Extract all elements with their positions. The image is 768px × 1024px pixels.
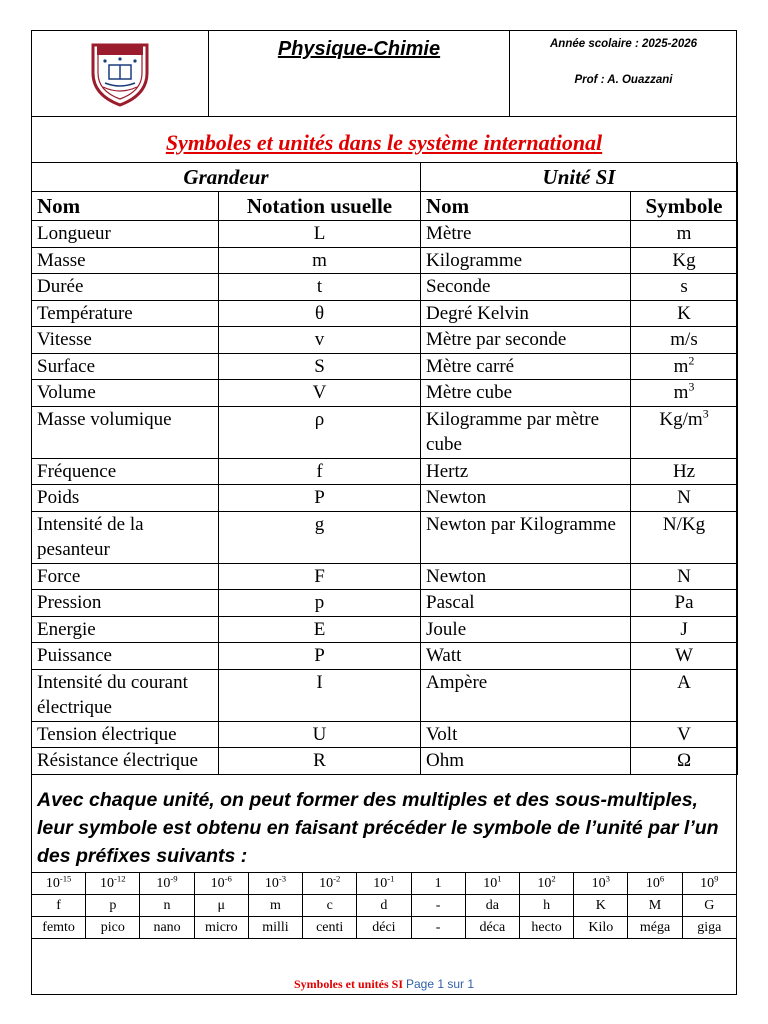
prefix-power-exponent: 9 bbox=[714, 872, 719, 883]
prefix-power-base: 10 bbox=[373, 875, 388, 891]
teacher-name: Prof : A. Ouazzani bbox=[574, 74, 673, 86]
prefix-power bbox=[303, 873, 357, 895]
prefix-power-exponent: -2 bbox=[333, 872, 341, 883]
prefix-power bbox=[682, 873, 736, 895]
prefix-name-row bbox=[32, 917, 737, 939]
page-footer bbox=[31, 977, 737, 992]
col-nom-unite: Nom bbox=[421, 192, 631, 221]
prefix-power bbox=[465, 873, 519, 895]
quantity-name: Durée bbox=[32, 274, 219, 301]
quantity-notation: U bbox=[219, 721, 421, 748]
quantity-notation: ρ bbox=[219, 406, 421, 458]
unit-symbol bbox=[631, 485, 738, 512]
prefix-power-base: 10 bbox=[100, 875, 115, 891]
unit-symbol bbox=[631, 274, 738, 301]
unit-symbol bbox=[631, 221, 738, 248]
group-header-row bbox=[32, 163, 738, 192]
quantity-notation: I bbox=[219, 669, 421, 721]
unit-symbol-text: Ω bbox=[676, 750, 692, 771]
prefix-name: micro bbox=[194, 917, 248, 939]
prefix-power bbox=[32, 873, 86, 895]
prefix-symbol: m bbox=[248, 895, 302, 917]
quantity-name: Vitesse bbox=[32, 327, 219, 354]
prefix-name: centi bbox=[303, 917, 357, 939]
unit-name: Newton par Kilogramme bbox=[421, 511, 631, 563]
quantity-name: Surface bbox=[32, 353, 219, 380]
prefix-symbol-row bbox=[32, 895, 737, 917]
table-row bbox=[32, 643, 738, 670]
unit-symbol bbox=[631, 406, 738, 458]
quantity-name: Longueur bbox=[32, 221, 219, 248]
col-symbole: Symbole bbox=[631, 192, 738, 221]
quantity-name: Résistance électrique bbox=[32, 748, 219, 775]
unit-symbol bbox=[631, 353, 738, 380]
quantity-name: Energie bbox=[32, 616, 219, 643]
table-row bbox=[32, 485, 738, 512]
unit-symbol bbox=[631, 327, 738, 354]
quantity-notation: F bbox=[219, 563, 421, 590]
table-row bbox=[32, 353, 738, 380]
table-row bbox=[32, 616, 738, 643]
unit-name: Kilogramme bbox=[421, 247, 631, 274]
quantity-notation: g bbox=[219, 511, 421, 563]
prefix-table bbox=[31, 872, 737, 939]
prefix-name: déca bbox=[465, 917, 519, 939]
prefix-name: déci bbox=[357, 917, 411, 939]
prefix-power-row bbox=[32, 873, 737, 895]
unit-name: Ohm bbox=[421, 748, 631, 775]
prefix-power-base: 10 bbox=[264, 875, 279, 891]
prefix-power-exponent: -15 bbox=[59, 872, 72, 883]
unit-symbol-text: m/s bbox=[670, 329, 698, 350]
unit-symbol-text: Pa bbox=[674, 592, 694, 613]
unit-exponent: 3 bbox=[688, 380, 695, 394]
table-row bbox=[32, 300, 738, 327]
prefix-symbol: p bbox=[86, 895, 140, 917]
unit-symbol-text: m bbox=[673, 382, 689, 403]
unit-symbol-text: K bbox=[677, 302, 691, 324]
unit-symbol-text: N/Kg bbox=[662, 513, 706, 535]
prefix-power-exponent: -1 bbox=[387, 872, 395, 883]
unit-name: Newton bbox=[421, 485, 631, 512]
unit-name: Hertz bbox=[421, 458, 631, 485]
prefix-power-base: 10 bbox=[156, 875, 171, 891]
unit-name: Joule bbox=[421, 616, 631, 643]
unit-name: Mètre cube bbox=[421, 380, 631, 407]
prefix-power-base: 10 bbox=[700, 875, 715, 891]
prefix-power-exponent: 2 bbox=[551, 872, 556, 883]
unit-name: Volt bbox=[421, 721, 631, 748]
prefix-power-exponent: -6 bbox=[224, 872, 232, 883]
quantity-name: Intensité de la pesanteur bbox=[32, 511, 219, 563]
group-grandeur: Grandeur bbox=[32, 163, 421, 192]
quantity-name: Force bbox=[32, 563, 219, 590]
unit-symbol-text: m bbox=[676, 223, 692, 244]
prefix-power-exponent: -12 bbox=[114, 872, 126, 883]
quantity-name: Tension électrique bbox=[32, 721, 219, 748]
quantity-name: Température bbox=[32, 300, 219, 327]
unit-symbol-text: m bbox=[673, 355, 689, 377]
table-row bbox=[32, 247, 738, 274]
prefix-symbol: μ bbox=[194, 895, 248, 917]
prefix-symbol: n bbox=[140, 895, 194, 917]
unit-symbol-text: Hz bbox=[672, 460, 696, 482]
unit-symbol-text: s bbox=[680, 276, 688, 297]
quantity-notation: P bbox=[219, 643, 421, 670]
prefix-name: giga bbox=[682, 917, 736, 939]
prefix-power-base: 10 bbox=[319, 875, 334, 891]
subject-title: Physique-Chimie bbox=[277, 38, 441, 60]
quantity-name: Puissance bbox=[32, 643, 219, 670]
quantity-notation: L bbox=[219, 221, 421, 248]
unit-symbol-text: Kg/m bbox=[659, 408, 703, 430]
unit-name: Watt bbox=[421, 643, 631, 670]
unit-symbol-text: V bbox=[677, 723, 691, 745]
quantity-name: Fréquence bbox=[32, 458, 219, 485]
prefix-power bbox=[519, 873, 573, 895]
prefix-name: milli bbox=[248, 917, 302, 939]
quantity-notation: E bbox=[219, 616, 421, 643]
prefix-name: Kilo bbox=[574, 917, 628, 939]
prefix-symbol: M bbox=[628, 895, 682, 917]
prefix-power-base: 1 bbox=[434, 875, 442, 891]
unit-symbol bbox=[631, 458, 738, 485]
unit-symbol bbox=[631, 247, 738, 274]
header bbox=[31, 30, 737, 117]
unit-name: Degré Kelvin bbox=[421, 300, 631, 327]
unit-symbol bbox=[631, 643, 738, 670]
school-logo bbox=[31, 30, 209, 116]
prefix-symbol: d bbox=[357, 895, 411, 917]
table-row bbox=[32, 274, 738, 301]
units-table bbox=[31, 162, 738, 775]
prefix-symbol: G bbox=[682, 895, 736, 917]
unit-symbol-text: Kg bbox=[672, 249, 696, 271]
school-year: Année scolaire : 2025-2026 bbox=[549, 38, 698, 50]
quantity-notation: R bbox=[219, 748, 421, 775]
prefix-power bbox=[411, 873, 465, 895]
unit-symbol bbox=[631, 563, 738, 590]
column-header-row bbox=[32, 192, 738, 221]
prefix-power-exponent: 1 bbox=[497, 872, 502, 883]
unit-name: Pascal bbox=[421, 590, 631, 617]
prefix-power bbox=[357, 873, 411, 895]
col-nom: Nom bbox=[32, 192, 219, 221]
unit-name: Kilogramme par mètre cube bbox=[421, 406, 631, 458]
footer-title: Symboles et unités SI bbox=[293, 977, 403, 991]
table-row bbox=[32, 406, 738, 458]
unit-name: Mètre par seconde bbox=[421, 327, 631, 354]
prefix-symbol: K bbox=[574, 895, 628, 917]
unit-exponent: 2 bbox=[688, 354, 695, 368]
prefix-power-exponent: 6 bbox=[659, 872, 665, 883]
prefix-symbol: h bbox=[519, 895, 573, 917]
prefix-power-base: 10 bbox=[210, 875, 225, 891]
unit-symbol bbox=[631, 380, 738, 407]
prefix-power-base: 10 bbox=[537, 875, 552, 891]
table-row bbox=[32, 748, 738, 775]
quantity-name: Poids bbox=[32, 485, 219, 512]
page-title: Symboles et unités dans le système international bbox=[165, 130, 603, 155]
col-notation: Notation usuelle bbox=[219, 192, 421, 221]
table-row bbox=[32, 458, 738, 485]
prefix-power-exponent: 3 bbox=[605, 872, 610, 883]
prefix-name: - bbox=[411, 917, 465, 939]
unit-symbol bbox=[631, 300, 738, 327]
unit-symbol bbox=[631, 669, 738, 721]
unit-symbol bbox=[631, 748, 738, 775]
quantity-notation: t bbox=[219, 274, 421, 301]
prefix-name: hecto bbox=[519, 917, 573, 939]
unit-symbol-text: N bbox=[677, 487, 691, 508]
prefix-symbol: da bbox=[465, 895, 519, 917]
prefix-name: méga bbox=[628, 917, 682, 939]
table-row bbox=[32, 221, 738, 248]
quantity-notation: f bbox=[219, 458, 421, 485]
unit-name: Mètre carré bbox=[421, 353, 631, 380]
unit-symbol bbox=[631, 511, 738, 563]
unit-symbol-text: W bbox=[675, 645, 693, 666]
group-unite-si: Unité SI bbox=[421, 163, 738, 192]
prefix-name: nano bbox=[140, 917, 194, 939]
table-row bbox=[32, 327, 738, 354]
unit-symbol bbox=[631, 721, 738, 748]
prefix-power bbox=[628, 873, 682, 895]
unit-symbol bbox=[631, 616, 738, 643]
table-row bbox=[32, 590, 738, 617]
table-row bbox=[32, 563, 738, 590]
unit-symbol-text: J bbox=[680, 618, 688, 640]
prefix-power bbox=[194, 873, 248, 895]
quantity-notation: V bbox=[219, 380, 421, 407]
table-row bbox=[32, 511, 738, 563]
quantity-name: Masse volumique bbox=[32, 406, 219, 458]
prefix-power-base: 10 bbox=[483, 875, 498, 891]
prefix-power-base: 10 bbox=[45, 875, 60, 891]
quantity-name: Pression bbox=[32, 590, 219, 617]
prefix-power bbox=[140, 873, 194, 895]
quantity-notation: S bbox=[219, 353, 421, 380]
table-row bbox=[32, 380, 738, 407]
footer-page: Page 1 sur 1 bbox=[405, 977, 475, 991]
quantity-name: Intensité du courant électrique bbox=[32, 669, 219, 721]
unit-symbol-text: N bbox=[677, 565, 691, 587]
quantity-name: Volume bbox=[32, 380, 219, 407]
unit-symbol bbox=[631, 590, 738, 617]
unit-symbol-text: A bbox=[677, 671, 691, 693]
prefix-power-base: 10 bbox=[591, 875, 606, 891]
unit-name: Ampère bbox=[421, 669, 631, 721]
prefix-name: pico bbox=[86, 917, 140, 939]
prefix-power bbox=[248, 873, 302, 895]
prefix-note: Avec chaque unité, on peut former des multiples et des sous-multiples, leur symbole est obtenu en faisant précéder le symbole de l’unité par l’un des préfixes suivants : bbox=[37, 789, 719, 867]
prefix-name: femto bbox=[32, 917, 86, 939]
quantity-name: Masse bbox=[32, 247, 219, 274]
quantity-notation: m bbox=[219, 247, 421, 274]
quantity-notation: v bbox=[219, 327, 421, 354]
unit-name: Seconde bbox=[421, 274, 631, 301]
prefix-power-exponent: -3 bbox=[278, 872, 287, 883]
prefix-power-exponent: -9 bbox=[170, 872, 178, 883]
unit-name: Newton bbox=[421, 563, 631, 590]
info-cell bbox=[510, 30, 737, 116]
quantity-notation: θ bbox=[219, 300, 421, 327]
table-row bbox=[32, 669, 738, 721]
prefix-symbol: - bbox=[411, 895, 465, 917]
table-row bbox=[32, 721, 738, 748]
prefix-power bbox=[86, 873, 140, 895]
prefix-symbol: f bbox=[32, 895, 86, 917]
quantity-notation: P bbox=[219, 485, 421, 512]
unit-name: Mètre bbox=[421, 221, 631, 248]
quantity-notation: p bbox=[219, 590, 421, 617]
prefix-power-base: 10 bbox=[645, 875, 660, 891]
unit-exponent: 3 bbox=[702, 407, 709, 421]
prefix-power bbox=[574, 873, 628, 895]
subject-cell bbox=[209, 30, 510, 116]
prefix-symbol: c bbox=[303, 895, 357, 917]
